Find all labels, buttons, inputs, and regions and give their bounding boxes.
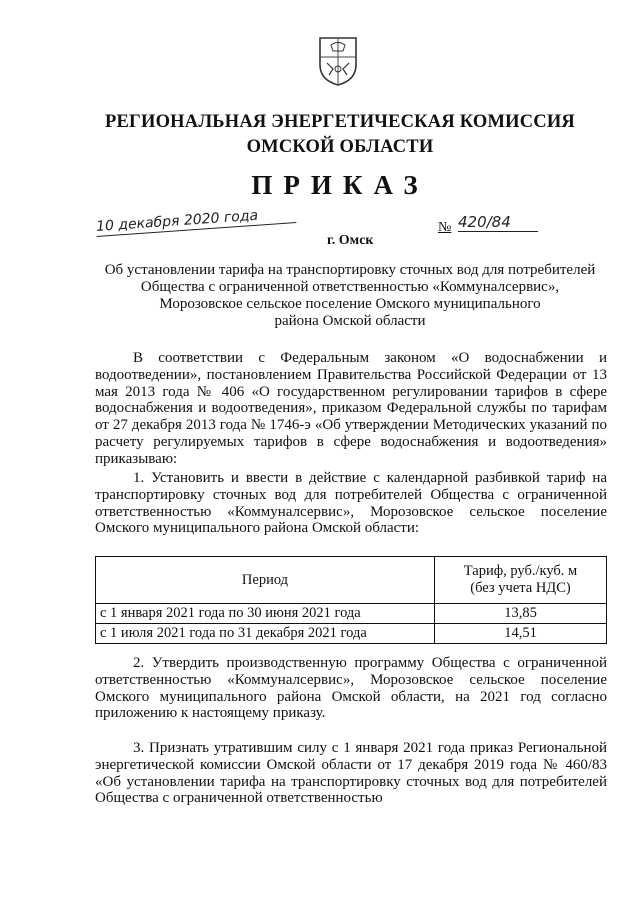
subject-line-2: Общества с ограниченной ответственностью «Коммуналсервис», xyxy=(140,279,560,295)
header-tariff xyxy=(435,557,607,604)
intro-paragraph xyxy=(95,350,607,468)
table-header-row xyxy=(96,557,607,604)
number-label: № xyxy=(438,220,452,235)
item-2-paragraph xyxy=(95,655,607,722)
row-value: 14,51 xyxy=(435,624,607,644)
subject-line-4: района Омской области xyxy=(274,313,426,329)
tariff-table xyxy=(95,556,607,644)
item-1-paragraph xyxy=(95,470,607,537)
table-row xyxy=(96,624,607,644)
handwritten-number: 420/84 xyxy=(458,213,538,232)
item-2-text: 2. Утвердить производственную программу Общества с ограниченной ответственностью «Коммуналсервис», Морозовское сельское поселение Омского муниципального района Омской области, на 2021 год согласно приложению к настоящему приказу. xyxy=(95,655,607,722)
subject-line-3: Морозовское сельское поселение Омского муниципального xyxy=(159,296,541,312)
org-line-1: РЕГИОНАЛЬНАЯ ЭНЕРГЕТИЧЕСКАЯ КОМИССИЯ xyxy=(104,112,575,132)
row-value: 13,85 xyxy=(435,604,607,624)
org-line-2: ОМСКОЙ ОБЛАСТИ xyxy=(246,137,434,157)
item-1-text: 1. Установить и ввести в действие с календарной разбивкой тариф на транспортировку сточных вод для потребителей Общества с ограниченной ответственностью «Коммуналсервис», Морозовское сельское поселение Омского муниципального района Омской области: xyxy=(95,470,607,537)
organization-name xyxy=(60,110,620,160)
city-label: г. Омск xyxy=(327,233,374,248)
row-period: с 1 января 2021 года по 30 июня 2021 года xyxy=(96,604,435,624)
document-type: ПРИКАЗ xyxy=(251,170,429,200)
item-3-paragraph xyxy=(95,740,607,807)
header-tariff-line-1: Тариф, руб./куб. м xyxy=(463,563,578,579)
header-period: Период xyxy=(96,557,435,604)
coat-of-arms-icon xyxy=(317,35,359,87)
intro-text: В соответствии с Федеральным законом «О водоснабжении и водоотведении», постановлением Правительства Российской Федерации от 13 мая 2013 года № 406 «О государственном регулировании тарифов в сфере водоснабжения и водоотведения», приказом Федеральной службы по тарифам от 27 декабря 2013 года № 1746-э «Об утверждении Методических указаний по расчету регулируемых тарифов в сфере водоснабжения и водоотведения» приказываю: xyxy=(95,350,607,467)
table-row xyxy=(96,604,607,624)
item-3-text: 3. Признать утратившим силу с 1 января 2021 года приказ Региональной энергетической комиссии Омской области от 17 декабря 2019 года № 460/83 «Об установлении тарифа на транспортировку сточных вод для потребителей Общества с ограниченной ответственностью xyxy=(95,740,607,807)
handwritten-date: 10 декабря 2020 года xyxy=(96,205,297,237)
row-period: с 1 июля 2021 года по 31 декабря 2021 года xyxy=(96,624,435,644)
header-tariff-line-2: (без учета НДС) xyxy=(470,580,571,596)
subject-line-1: Об установлении тарифа на транспортировку сточных вод для потребителей xyxy=(104,262,596,278)
document-subject xyxy=(95,262,605,330)
